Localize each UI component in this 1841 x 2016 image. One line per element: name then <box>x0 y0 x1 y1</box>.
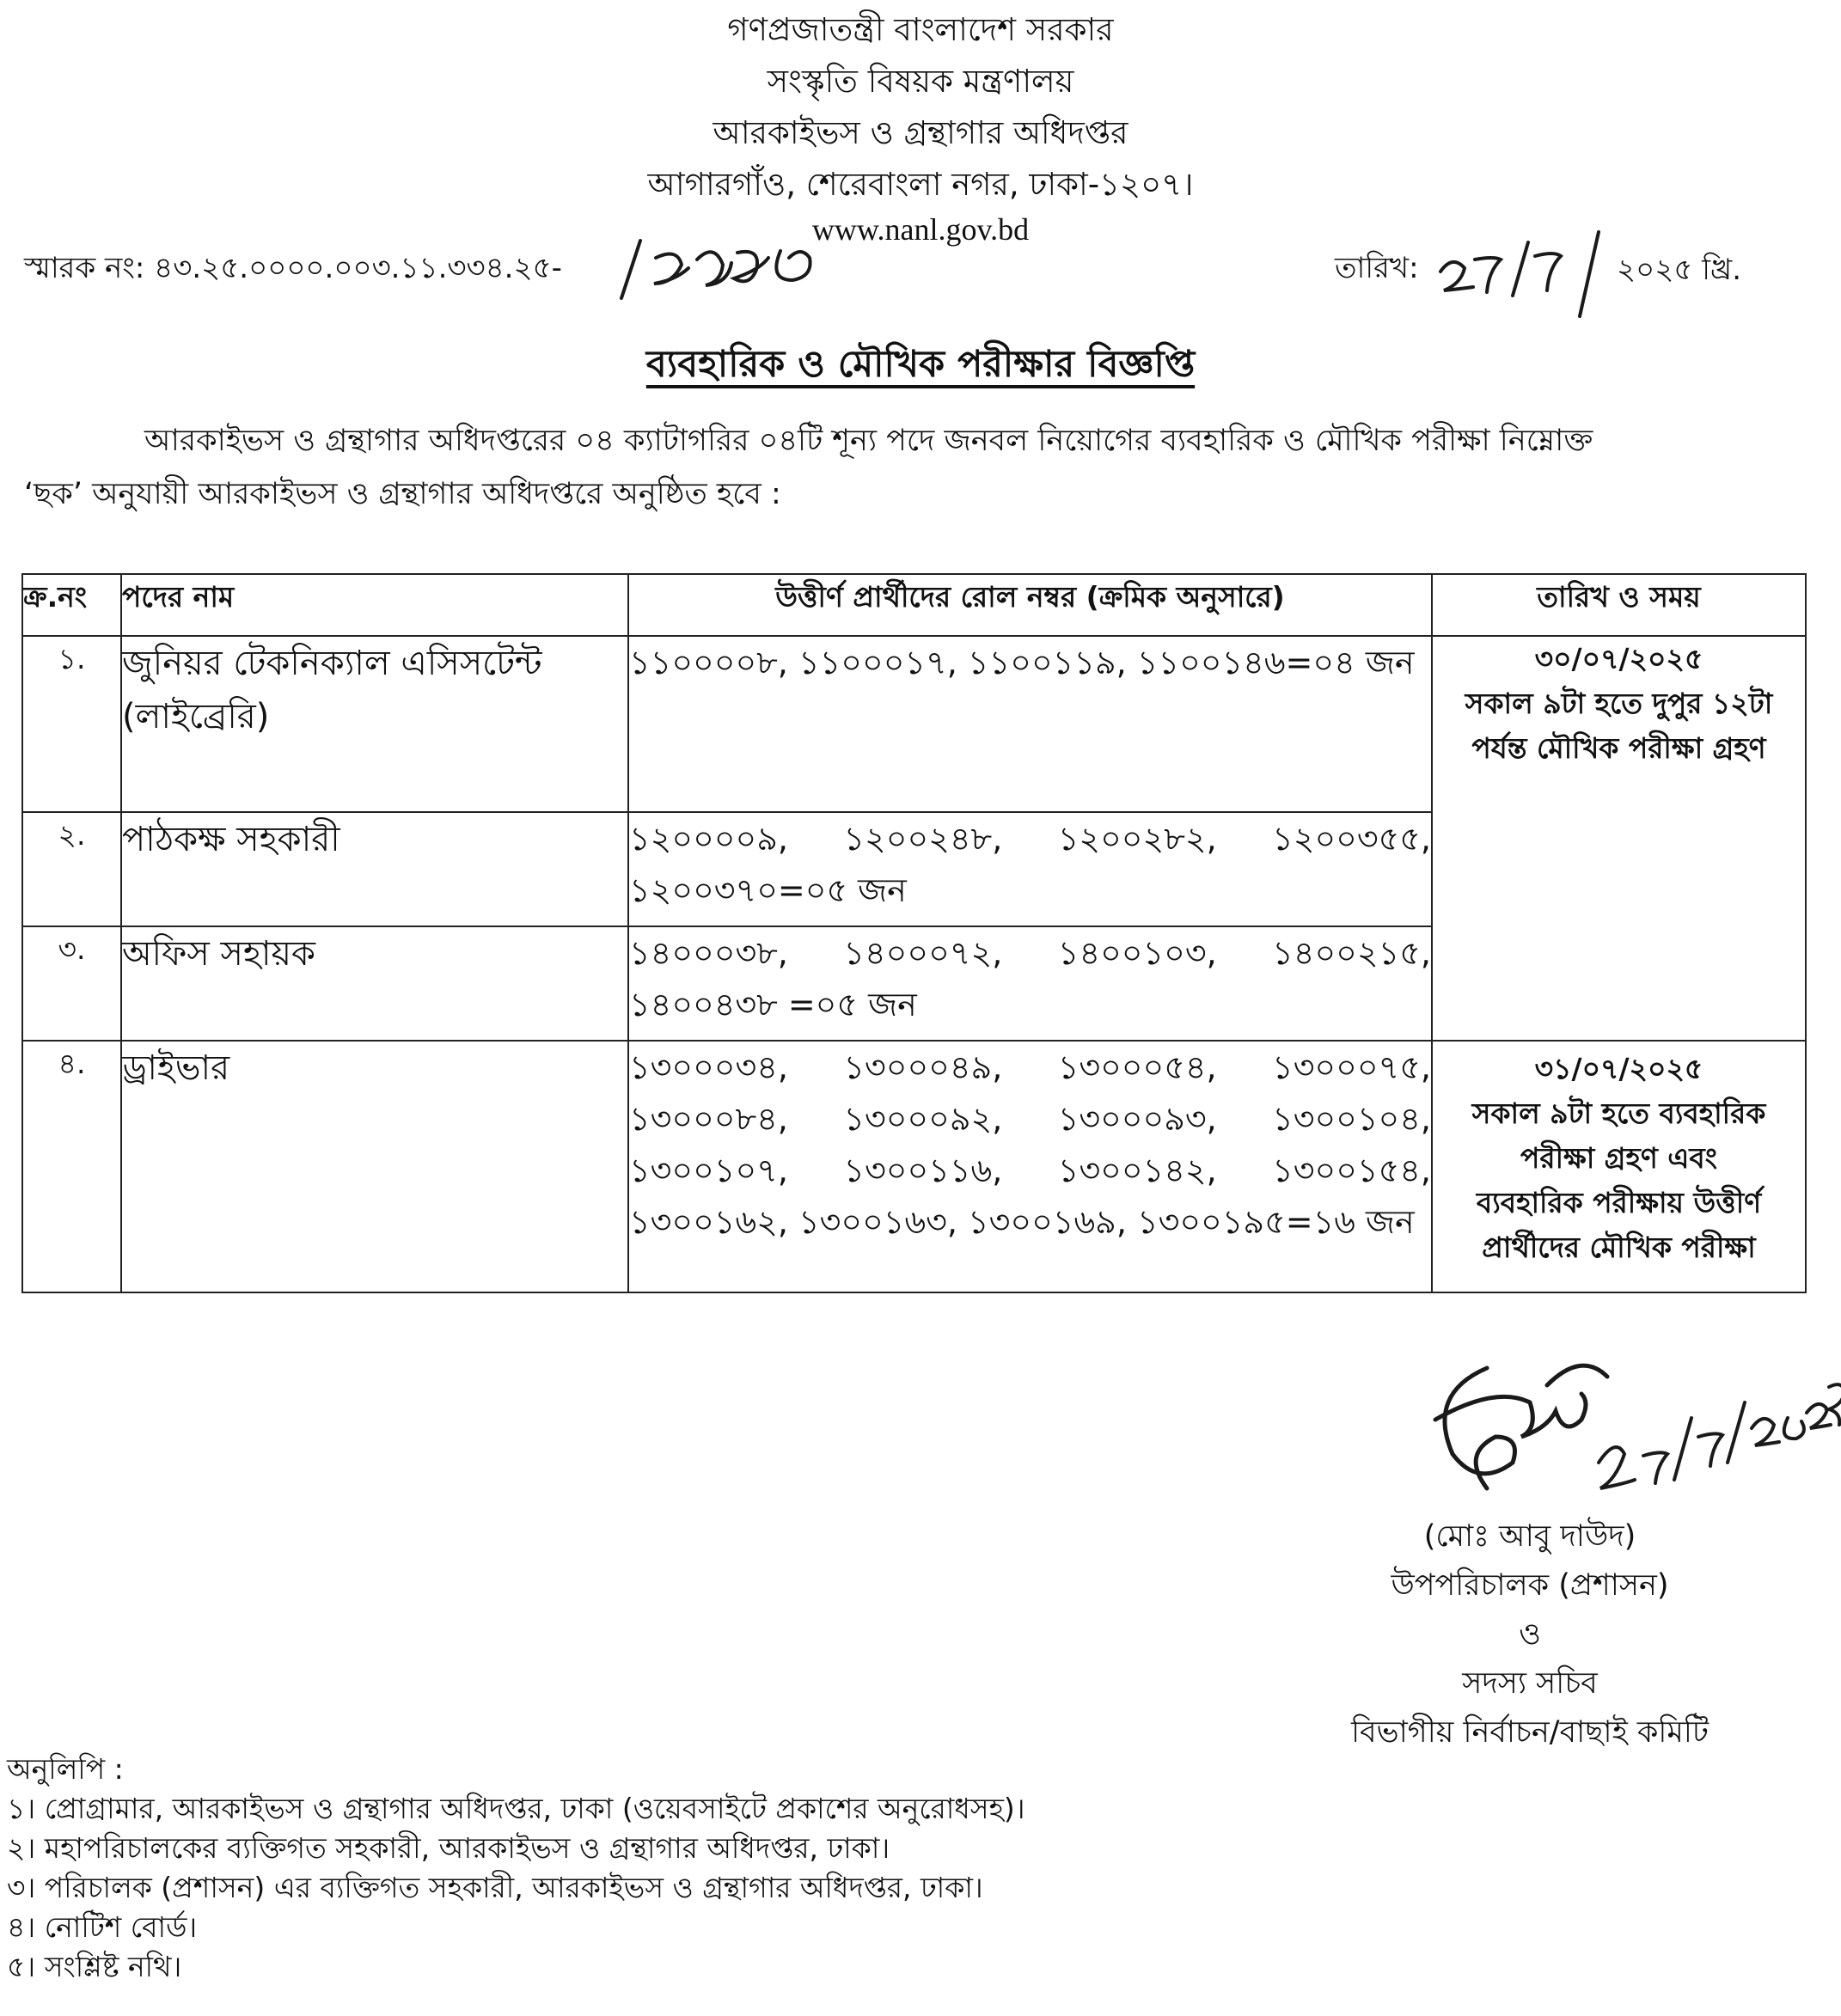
government-name: গণপ্রজাতন্ত্রী বাংলাদেশ সরকার <box>727 11 1114 48</box>
row-post-name: ড্রাইভার <box>121 1041 628 1292</box>
header-serial: ক্র.নং <box>22 574 121 636</box>
schedule-2-line-1: সকাল ৯টা হতে ব্যবহারিক <box>1471 1097 1766 1130</box>
ministry-name: সংস্কৃতি বিষয়ক মন্ত্রণালয় <box>767 63 1074 100</box>
intro-line-1: আরকাইভস ও গ্রন্থাগার অধিদপ্তরের ০৪ ক্যাটাগরির ০৪টি শূন্য পদে জনবল নিয়োগের ব্যবহারিক ও মৌখিক পরীক্ষা নিম্নোক্ত <box>144 424 1593 458</box>
row-serial: ১. <box>22 636 121 812</box>
table-header-row <box>22 574 1806 636</box>
list-item: ২। মহাপরিচালকের ব্যক্তিগত সহকারী, আরকাইভস ও গ্রন্থাগার অধিদপ্তর, ঢাকা। <box>7 1831 890 1865</box>
department-name: আরকাইভস ও গ্রন্থাগার অধিদপ্তর <box>713 114 1128 151</box>
list-item: ৩। পরিচালক (প্রশাসন) এর ব্যক্তিগত সহকারী, আরকাইভস ও গ্রন্থাগার অধিদপ্তর, ঢাকা। <box>7 1871 983 1904</box>
table-row <box>22 1041 1806 1292</box>
list-item: ১। প্রোগ্রামার, আরকাইভস ও গ্রন্থাগার অধিদপ্তর, ঢাকা (ওয়েবসাইটে প্রকাশের অনুরোধসহ)। <box>7 1792 1025 1825</box>
row-serial: ৪. <box>22 1041 121 1292</box>
notice-title-text: ব্যবহারিক ও মৌখিক পরীক্ষার বিজ্ঞপ্তি <box>645 343 1196 386</box>
schedule-1-line-1: সকাল ৯টা হতে দুপুর ১২টা <box>1465 687 1773 720</box>
header-post-name: পদের নাম <box>121 574 628 636</box>
row-serial: ২. <box>22 812 121 926</box>
date-year: ২০২৫ খ্রি. <box>1617 253 1742 287</box>
schedule-cell-2 <box>1432 1041 1806 1292</box>
row-post-name: অফিস সহায়ক <box>121 926 628 1041</box>
handwritten-memo-number <box>596 234 879 302</box>
schedule-2-line-2: পরীক্ষা গ্রহণ এবং <box>1520 1141 1717 1175</box>
memo-number-label: স্মারক নং: ৪৩.২৫.০০০০.০০৩.১১.৩৩৪.২৫- <box>24 251 562 285</box>
signatory-role: সদস্য সচিব <box>1462 1666 1598 1701</box>
handwritten-signature <box>1418 1334 1841 1514</box>
schedule-1-date: ৩০/০৭/২০২৫ <box>1534 642 1703 675</box>
schedule-2-line-3: ব্যবহারিক পরীক্ষায় উত্তীর্ণ <box>1476 1186 1762 1219</box>
exam-schedule-table <box>21 573 1807 1293</box>
intro-line-2: ‘ছক’ অনুযায়ী আরকাইভস ও গ্রন্থাগার অধিদপ্তরে অনুষ্ঠিত হবে : <box>24 477 781 511</box>
row-roll-numbers: ১৪০০০৩৮, ১৪০০০৭২, ১৪০০১০৩, ১৪০০২১৫, ১৪০০৪৩৮ =০৫ জন <box>628 926 1432 1041</box>
header-roll-numbers: উত্তীর্ণ প্রার্থীদের রোল নম্বর (ক্রমিক অনুসারে) <box>628 574 1432 636</box>
signatory-conjunction: ও <box>1519 1617 1541 1652</box>
copies-heading: অনুলিপি : <box>7 1752 124 1786</box>
date-label: তারিখ: <box>1335 251 1419 285</box>
row-roll-numbers-cell <box>628 1041 1432 1292</box>
signatory-name: (মোঃ আবু দাউদ) <box>1423 1519 1636 1554</box>
schedule-1-line-2: পর্যন্ত মৌখিক পরীক্ষা গ্রহণ <box>1471 731 1766 765</box>
website-link[interactable]: www.nanl.gov.bd <box>811 212 1030 247</box>
signatory-committee: বিভাগীয় নির্বাচন/বাছাই কমিটি <box>1351 1715 1709 1750</box>
row-roll-numbers: ১৩০০০৩৪, ১৩০০০৪৯, ১৩০০০৫৪, ১৩০০০৭৫, ১৩০০০৮৪, ১৩০০০৯২, ১৩০০০৯৩, ১৩০০১০৪, ১৩০০১০৭, ১৩০০১১৬, ১৩০০১৪২, ১৩০০১৫৪, ১৩০০১৬২, ১৩০০১৬৩, ১৩০০১৬৯, ১৩০০১৯৫=১৬ জন <box>629 1048 1431 1241</box>
schedule-cell-1 <box>1432 636 1806 1041</box>
row-roll-numbers: ১১০০০০৮, ১১০০০১৭, ১১০০১১৯, ১১০০১৪৬=০৪ জন <box>628 636 1432 812</box>
table-row <box>22 636 1806 812</box>
copies-section <box>7 1750 1025 1987</box>
row-post-name: পাঠকক্ষ সহকারী <box>121 812 628 926</box>
row-post-name: জুনিয়র টেকনিক্যাল এসিসটেন্ট (লাইব্রেরি) <box>121 636 628 812</box>
signatory-designation: উপপরিচালক (প্রশাসন) <box>1391 1568 1669 1603</box>
memo-row <box>24 234 1743 302</box>
row-serial: ৩. <box>22 926 121 1041</box>
schedule-2-date: ৩১/০৭/২০২৫ <box>1534 1052 1703 1085</box>
notice-title <box>0 337 1841 398</box>
list-item: ৫। সংশ্লিষ্ট নথি। <box>7 1950 182 1983</box>
office-address: আগারগাঁও, শেরেবাংলা নগর, ঢাকা-১২০৭। <box>647 166 1194 203</box>
list-item: ৪। নোটিশ বোর্ড। <box>7 1910 198 1944</box>
schedule-2-line-4: প্রার্থীদের মৌখিক পরীক্ষা <box>1482 1231 1756 1264</box>
handwritten-date <box>1434 227 1614 321</box>
intro-paragraph <box>24 414 1777 521</box>
header-date-time: তারিখ ও সময় <box>1432 574 1806 636</box>
signature-block <box>1289 1512 1771 1757</box>
row-roll-numbers: ১২০০০০৯, ১২০০২৪৮, ১২০০২৮২, ১২০০৩৫৫, ১২০০৩৭০=০৫ জন <box>628 812 1432 926</box>
